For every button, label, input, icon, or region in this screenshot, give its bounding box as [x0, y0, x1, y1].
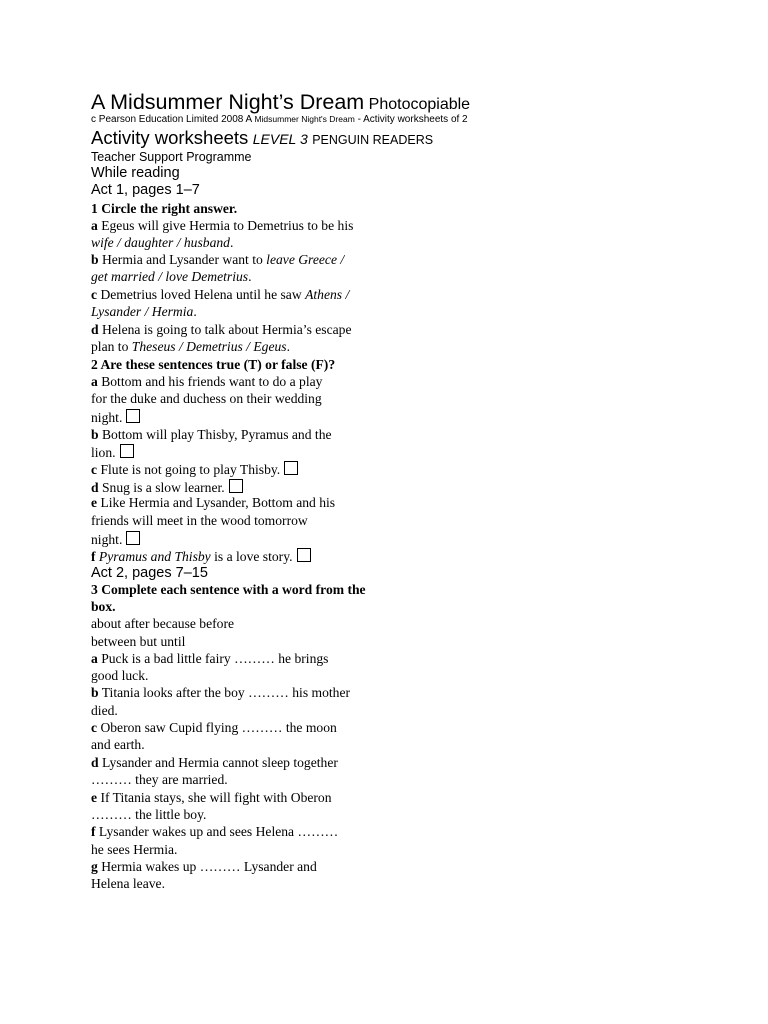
item-text: .: [193, 304, 197, 319]
q3-item-f-cont: he sees Hermia.: [91, 842, 178, 857]
item-text: Hermia and Lysander want to: [98, 252, 267, 267]
q2-item-e: [91, 496, 335, 510]
item-text: .: [229, 235, 234, 250]
item-text: lion.: [91, 445, 116, 460]
q1-item-a: [91, 219, 353, 233]
copyright-text-c: - Activity worksheets of 2: [357, 114, 468, 125]
item-text: .: [248, 269, 252, 284]
q2-item-b: [91, 428, 332, 442]
subtitle-line: [91, 129, 433, 148]
item-text: Hermia wakes up ……… Lysander and: [97, 859, 317, 874]
item-text: .: [286, 339, 290, 354]
answer-checkbox[interactable]: [126, 409, 140, 423]
item-letter: b: [91, 252, 99, 267]
item-letter: d: [91, 322, 99, 337]
while-reading-heading: While reading: [91, 165, 180, 181]
item-text: Like Hermia and Lysander, Bottom and his: [97, 495, 336, 510]
item-text: Bottom and his friends want to do a play: [97, 374, 323, 389]
programme-label: Teacher Support Programme: [91, 150, 252, 164]
item-letter: b: [91, 427, 99, 442]
item-letter: a: [91, 374, 98, 389]
item-text: Lysander and Hermia cannot sleep together: [98, 755, 338, 770]
level-label: LEVEL 3: [252, 131, 308, 147]
answer-options: wife / daughter / husband: [91, 235, 230, 250]
item-text: Titania looks after the boy ……… his mother: [98, 685, 351, 700]
q3-item-g: [91, 860, 317, 874]
q3-item-b-cont: died.: [91, 703, 118, 718]
word-box-line-2: between but until: [91, 634, 186, 649]
item-text: Puck is a bad little fairy ……… he brings: [97, 651, 329, 666]
q1-item-d: [91, 323, 351, 337]
item-text: Bottom will play Thisby, Pyramus and the: [98, 427, 332, 442]
q3-item-f: [91, 825, 338, 839]
item-letter: e: [91, 790, 98, 805]
title-line: [91, 92, 470, 114]
q1-item-b-cont: [91, 270, 251, 284]
q3-heading-cont: box.: [91, 599, 116, 614]
q1-item-a-cont: [91, 236, 233, 250]
q3-item-c: [91, 721, 337, 735]
item-text: Egeus will give Hermia to Demetrius to be his: [97, 218, 354, 233]
q3-heading: 3 Complete each sentence with a word from the: [91, 582, 366, 597]
q2-item-a-end: [91, 409, 140, 425]
copyright-line: [91, 115, 468, 125]
copyright-text-b: Midsummer Night's Dream: [254, 114, 355, 124]
q3-item-e-cont: ……… the little boy.: [91, 807, 207, 822]
act2-heading: Act 2, pages 7–15: [91, 565, 208, 581]
q2-item-f: [91, 548, 311, 564]
q3-item-d: [91, 756, 338, 770]
item-letter: a: [91, 651, 98, 666]
q2-item-a-cont: for the duke and duchess on their wedding: [91, 391, 322, 406]
item-letter: a: [91, 218, 98, 233]
q1-heading: 1 Circle the right answer.: [91, 201, 238, 216]
answer-options: Lysander / Hermia: [91, 304, 194, 319]
q3-item-g-cont: Helena leave.: [91, 876, 165, 891]
q2-item-e-end: [91, 531, 140, 547]
q1-item-b: [91, 253, 344, 267]
item-letter: g: [91, 859, 98, 874]
answer-options: Athens /: [305, 287, 350, 302]
item-letter: f: [91, 824, 96, 839]
q3-item-a: [91, 652, 328, 666]
item-letter: d: [91, 480, 99, 495]
item-letter: c: [91, 720, 98, 735]
q1-item-d-cont: [91, 340, 290, 354]
item-letter: f: [91, 549, 96, 564]
q2-item-a: [91, 375, 322, 389]
item-text: Helena is going to talk about Hermia’s escape: [98, 322, 352, 337]
item-text: is a love story.: [210, 549, 293, 564]
q2-item-d: [91, 479, 243, 495]
item-text: night.: [91, 532, 123, 547]
q2-item-b-end: [91, 444, 134, 460]
item-text: Snug is a slow learner.: [98, 480, 225, 495]
answer-checkbox[interactable]: [126, 531, 140, 545]
q3-item-a-cont: good luck.: [91, 668, 149, 683]
q3-item-b: [91, 686, 350, 700]
copyright-text-a: c Pearson Education Limited 2008 A: [91, 114, 252, 125]
word-box-line-1: about after because before: [91, 616, 235, 631]
item-text: Demetrius loved Helena until he saw: [97, 287, 306, 302]
answer-checkbox[interactable]: [120, 444, 134, 458]
q2-heading: 2 Are these sentences true (T) or false (F)?: [91, 357, 336, 372]
photocopiable-label: Photocopiable: [368, 96, 471, 113]
item-text: night.: [91, 410, 123, 425]
play-title: Pyramus and Thisby: [95, 549, 211, 564]
answer-checkbox[interactable]: [229, 479, 243, 493]
q1-item-c: [91, 288, 349, 302]
answer-options: get married / love Demetrius: [91, 269, 249, 284]
item-text: plan to: [91, 339, 132, 354]
item-letter: d: [91, 755, 99, 770]
item-text: Lysander wakes up and sees Helena ………: [95, 824, 339, 839]
publisher-series: PENGUIN READERS: [312, 133, 434, 147]
act1-heading: Act 1, pages 1–7: [91, 182, 200, 198]
q1-item-c-cont: [91, 305, 197, 319]
item-text: Oberon saw Cupid flying ……… the moon: [97, 720, 337, 735]
answer-checkbox[interactable]: [284, 461, 298, 475]
item-letter: c: [91, 287, 98, 302]
item-text: Flute is not going to play Thisby.: [97, 462, 281, 477]
subtitle: Activity worksheets: [91, 127, 249, 148]
item-letter: c: [91, 462, 98, 477]
q2-item-e-cont: friends will meet in the wood tomorrow: [91, 513, 308, 528]
item-letter: b: [91, 685, 99, 700]
item-letter: e: [91, 495, 98, 510]
q3-item-e: [91, 791, 332, 805]
q3-item-c-cont: and earth.: [91, 737, 145, 752]
q3-item-d-cont: ……… they are married.: [91, 772, 228, 787]
answer-checkbox[interactable]: [297, 548, 311, 562]
q2-item-c: [91, 461, 298, 477]
item-text: If Titania stays, she will fight with Oberon: [97, 790, 332, 805]
answer-options: leave Greece /: [266, 252, 345, 267]
answer-options: Theseus / Demetrius / Egeus: [131, 339, 287, 354]
book-title: A Midsummer Night’s Dream: [91, 90, 365, 114]
